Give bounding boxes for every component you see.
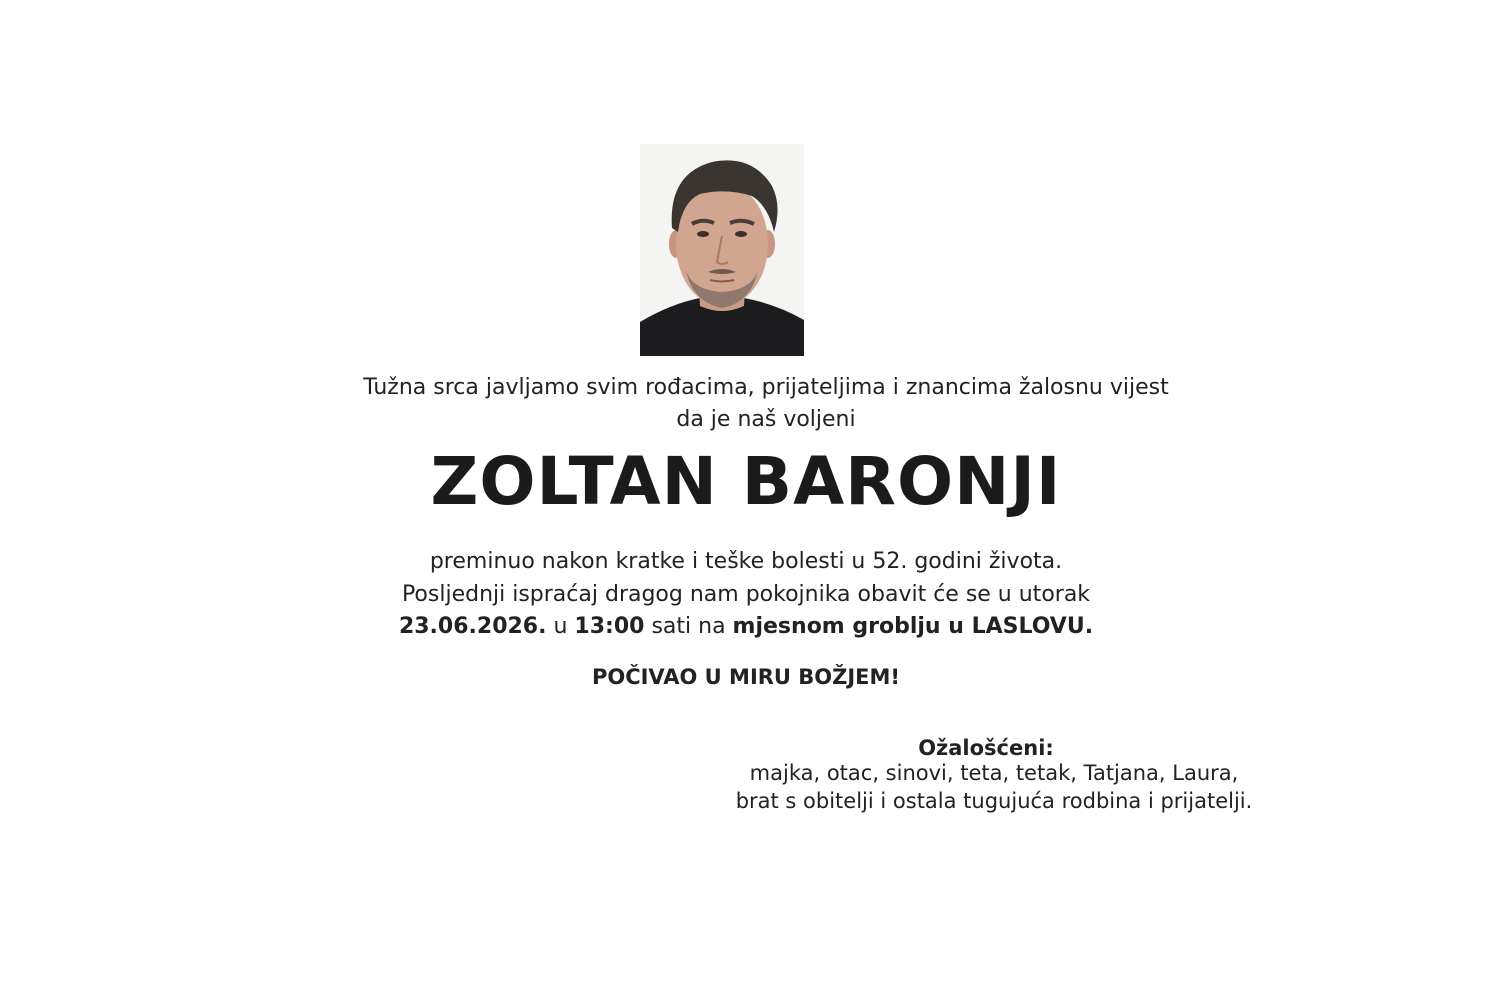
mourners-line-2: brat s obitelji i ostala tugujuća rodbina i prijatelji.	[735, 789, 1253, 813]
mourners-title: Ožalošćeni:	[918, 736, 1054, 760]
funeral-details	[246, 610, 1246, 643]
funeral-connector-u: u	[546, 614, 575, 639]
mourners-line-1: majka, otac, sinovi, teta, tetak, Tatjana, Laura,	[749, 761, 1239, 785]
death-statement: preminuo nakon kratke i teške bolesti u 52. godini života.	[429, 549, 1063, 574]
funeral-time: 13:00	[574, 614, 645, 639]
intro-line-1: Tužna srca javljamo svim rođacima, prijateljima i znancima žalosnu vijest	[363, 375, 1169, 400]
funeral-announcement: Posljednji ispraćaj dragog nam pokojnika obavit će se u utorak	[401, 582, 1091, 607]
intro-line-2: da je naš voljeni	[676, 407, 856, 432]
funeral-place: mjesnom groblju u LASLOVU.	[732, 614, 1094, 639]
closing-blessing: POČIVAO U MIRU BOŽJEM!	[591, 665, 901, 689]
funeral-date: 23.06.2026.	[398, 614, 547, 639]
funeral-connector-sati: sati na	[644, 614, 733, 639]
deceased-portrait-photo	[640, 144, 804, 356]
deceased-name: ZOLTAN BARONJI	[430, 443, 1062, 520]
